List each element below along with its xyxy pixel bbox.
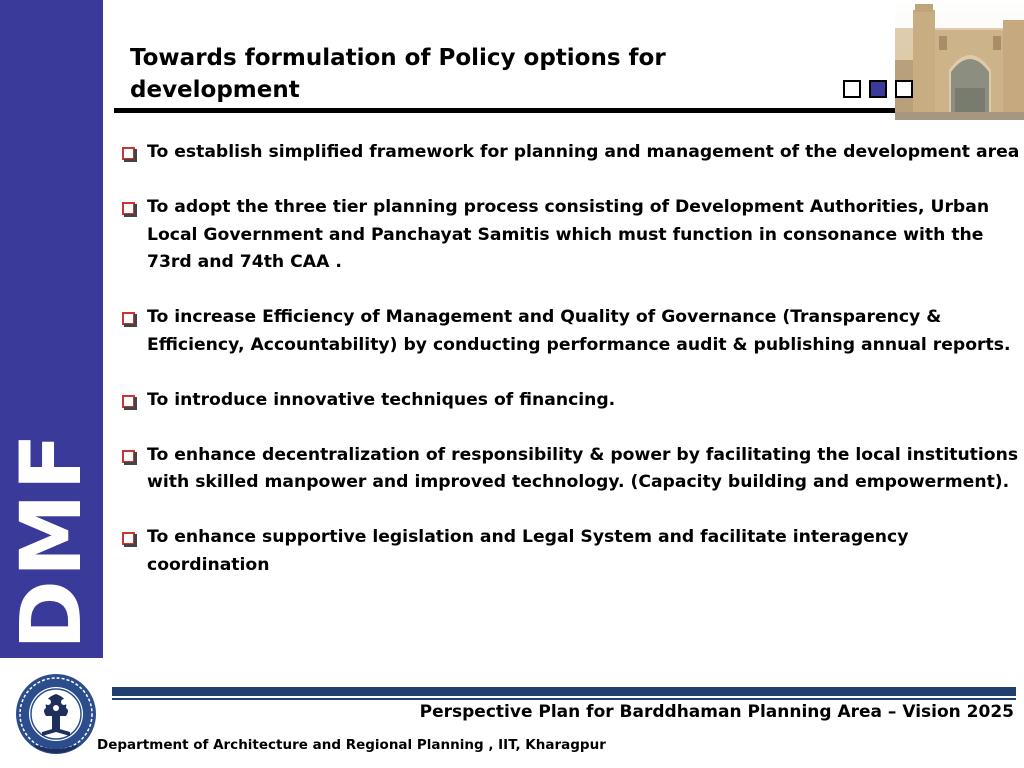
indicator-square-empty-icon bbox=[895, 80, 913, 98]
slide-title: Towards formulation of Policy options for development bbox=[130, 45, 666, 103]
bullet-text: To enhance decentralization of responsibility & power by facilitating the local institutions with skilled manpower and improved technology. (Capacity building and empowerment). bbox=[147, 444, 1019, 492]
sidebar-dmf-text: DMF bbox=[2, 430, 100, 650]
sidebar-band bbox=[0, 0, 103, 658]
list-item bbox=[122, 387, 1020, 415]
title-underline bbox=[114, 108, 922, 113]
bullet-box-icon bbox=[122, 202, 135, 215]
bullet-box-icon bbox=[122, 395, 135, 408]
list-item bbox=[122, 194, 1020, 277]
footer-department: Department of Architecture and Regional Planning , IIT, Kharagpur bbox=[97, 737, 606, 753]
bullet-text: To enhance supportive legislation and Legal System and facilitate interagency coordination bbox=[147, 527, 909, 575]
list-item bbox=[122, 442, 1020, 497]
footer-project-title: Perspective Plan for Barddhaman Planning Area – Vision 2025 bbox=[419, 702, 1014, 722]
bullet-text: To adopt the three tier planning process consisting of Development Authorities, Urban Local Government and Panchayat Samitis which must function in consonance with the 73rd and 74th CAA . bbox=[147, 197, 990, 272]
list-item bbox=[122, 304, 1020, 359]
bullet-box-icon bbox=[122, 147, 135, 160]
bullet-box-icon bbox=[122, 450, 135, 463]
bullet-text: To introduce innovative techniques of financing. bbox=[147, 389, 616, 410]
bullet-list bbox=[122, 139, 1020, 607]
bullet-text: To increase Efficiency of Management and Quality of Governance (Transparency & Efficiency, Accountability) by conducting performance audit & publishing annual reports. bbox=[147, 307, 1011, 355]
iit-kharagpur-logo bbox=[14, 670, 98, 758]
list-item bbox=[122, 139, 1020, 167]
bullet-box-icon bbox=[122, 312, 135, 325]
gateway-photo bbox=[895, 0, 1024, 120]
indicator-square-filled-icon bbox=[869, 80, 887, 98]
footer-divider bbox=[112, 687, 1016, 696]
list-item bbox=[122, 524, 1020, 579]
bullet-text: To establish simplified framework for planning and management of the development area bbox=[147, 142, 1020, 162]
indicator-square-empty-icon bbox=[843, 80, 861, 98]
bullet-box-icon bbox=[122, 532, 135, 545]
